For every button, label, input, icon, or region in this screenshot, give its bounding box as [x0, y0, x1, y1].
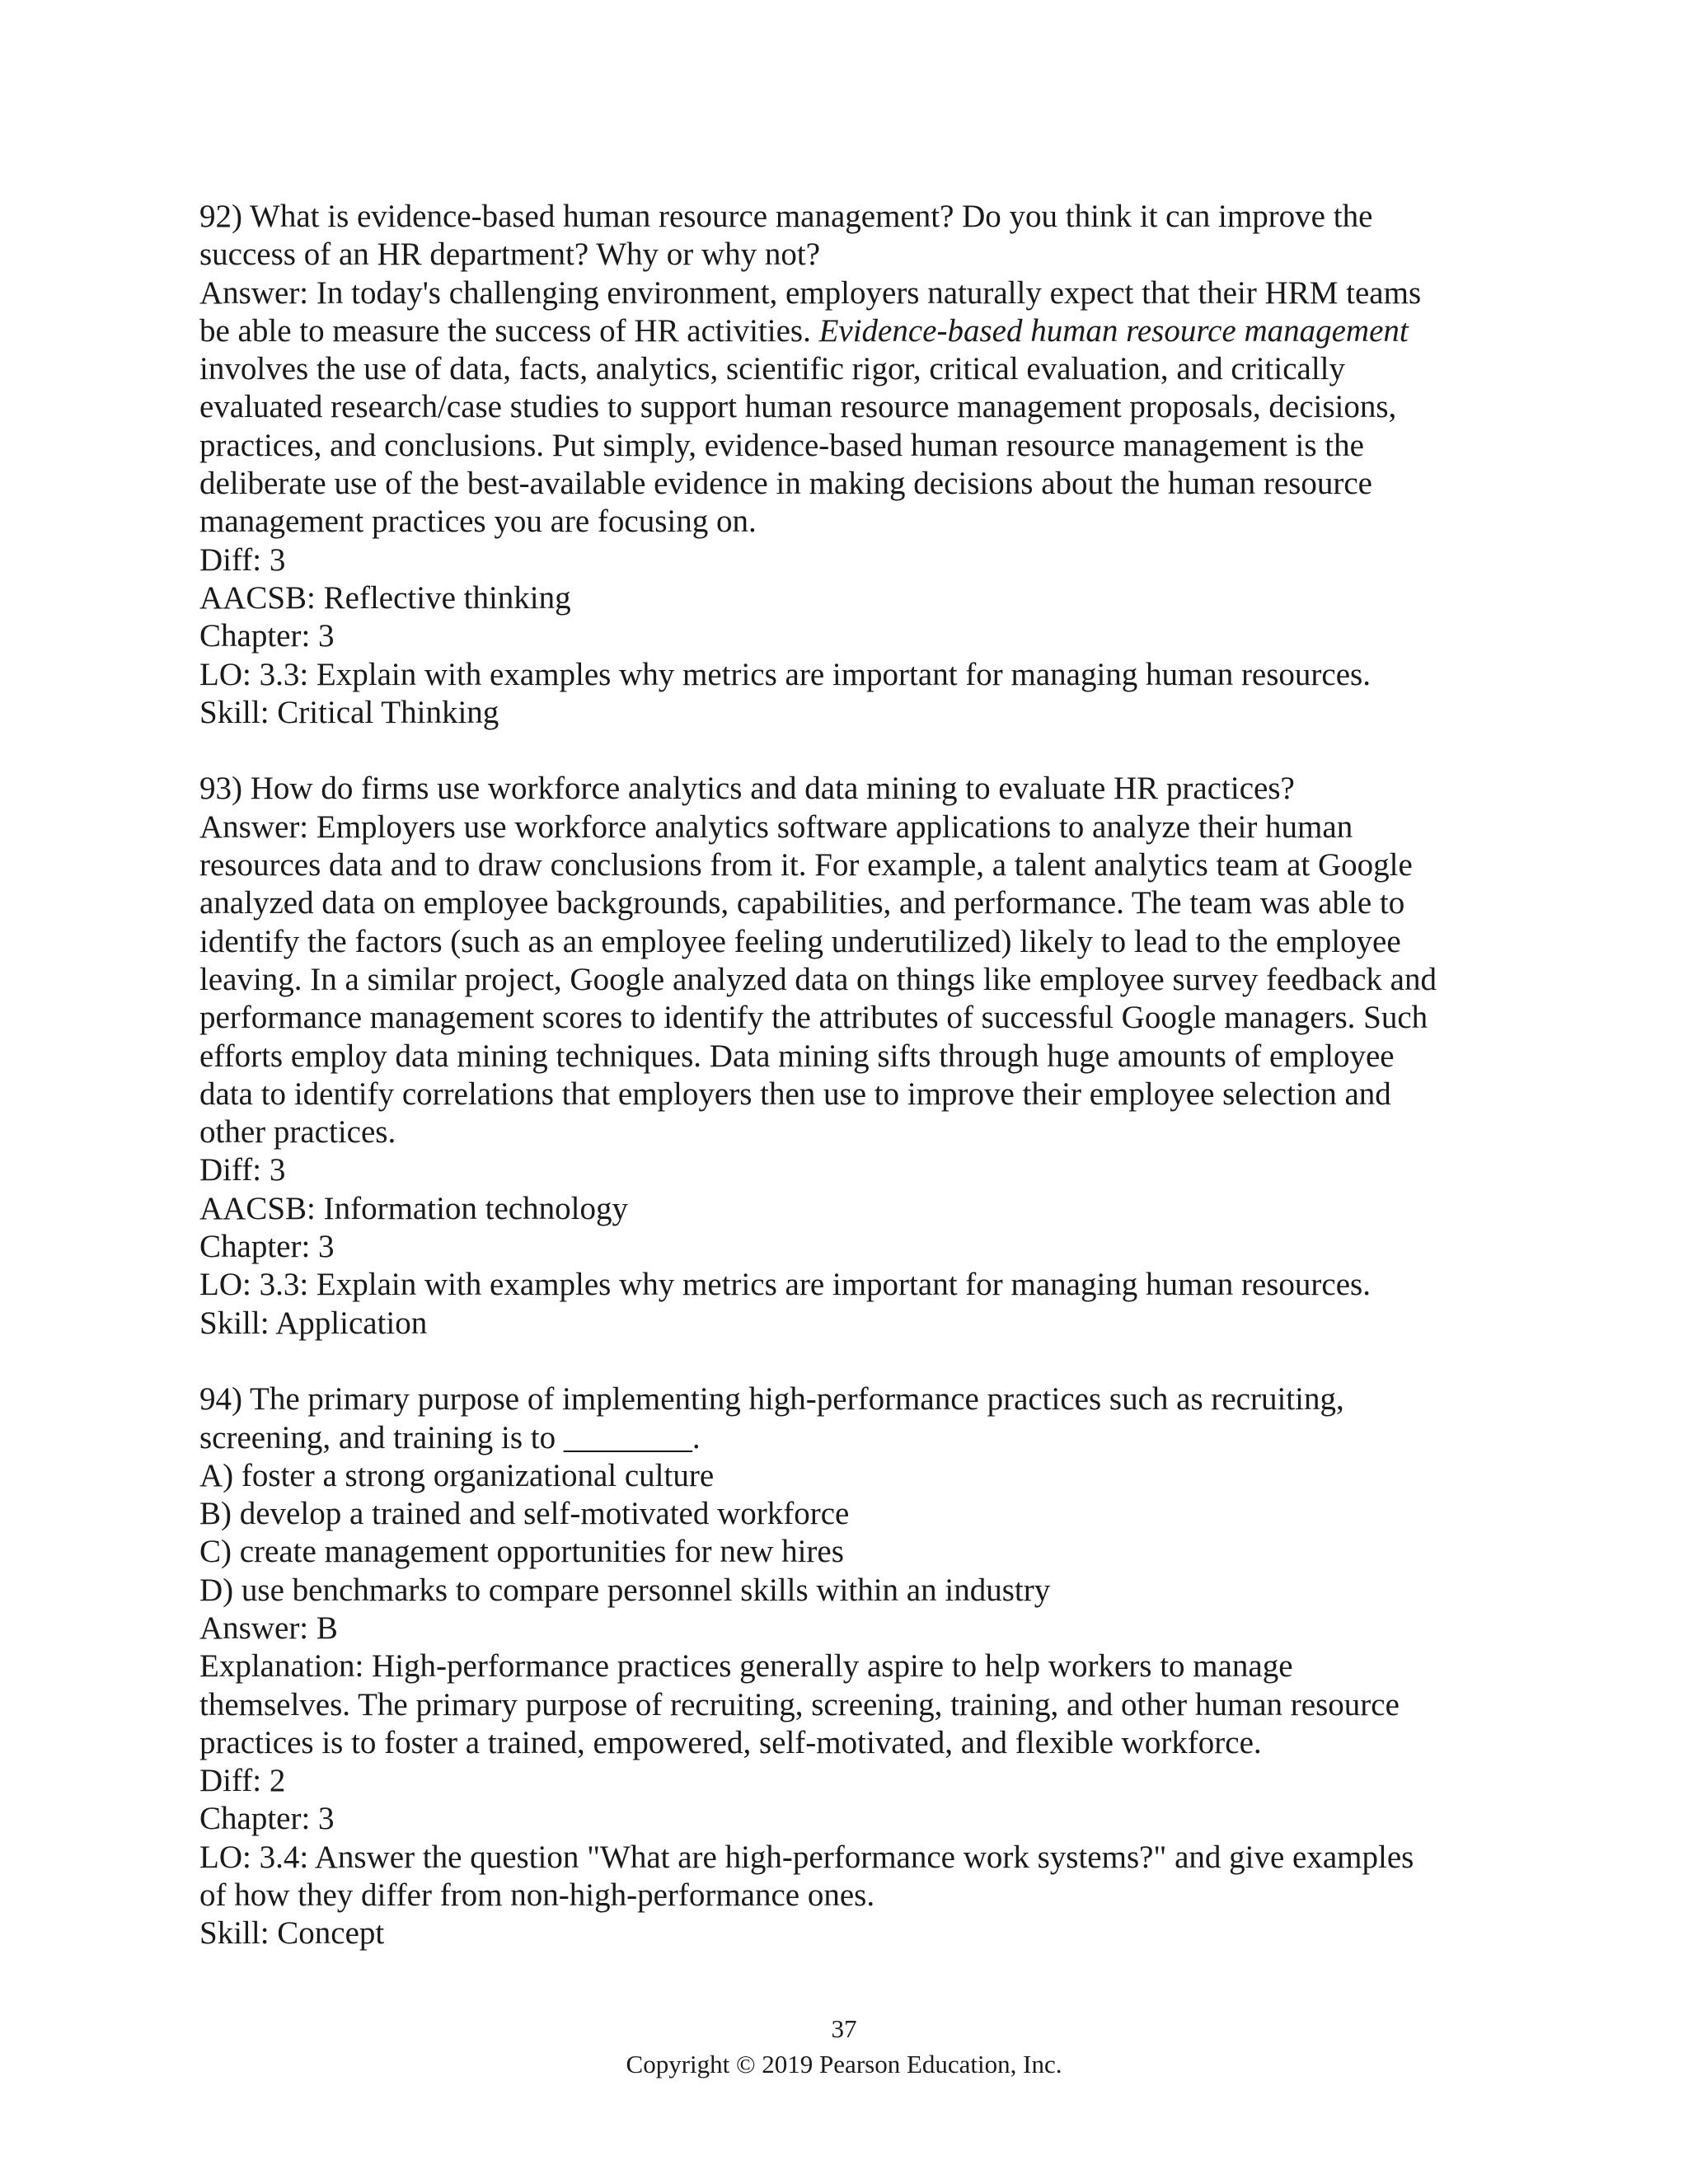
difficulty: Diff: 3	[199, 541, 286, 578]
italic-term: Evidence-based human resource management	[818, 312, 1409, 349]
option-b: B) develop a trained and self-motivated workforce	[199, 1496, 850, 1532]
question-text: 92) What is evidence-based human resource management? Do you think it can improve the	[199, 199, 1373, 234]
question-block-92	[199, 198, 1502, 732]
difficulty: Diff: 2	[199, 1763, 286, 1799]
answer-text: data to identify correlations that employers then use to improve their employee selection and	[199, 1076, 1391, 1112]
skill: Skill: Critical Thinking	[199, 694, 499, 730]
chapter: Chapter: 3	[199, 1801, 335, 1837]
chapter: Chapter: 3	[199, 618, 335, 654]
question-block-94	[199, 1380, 1502, 1952]
answer-text: resources data and to draw conclusions from it. For example, a talent analytics team at Google	[199, 847, 1413, 883]
spacer	[199, 732, 1502, 770]
answer-text: deliberate use of the best-available evidence in making decisions about the human resource	[199, 466, 1372, 502]
chapter: Chapter: 3	[199, 1229, 335, 1265]
explanation-text: themselves. The primary purpose of recruiting, screening, training, and other human resource	[199, 1686, 1400, 1722]
answer-text: practices, and conclusions. Put simply, evidence-based human resource management is the	[199, 427, 1364, 463]
answer-text: other practices.	[199, 1114, 396, 1151]
question-text: success of an HR department? Why or why not?	[199, 237, 821, 273]
answer-text: analyzed data on employee backgrounds, capabilities, and performance. The team was able to	[199, 885, 1405, 921]
answer-text: leaving. In a similar project, Google analyzed data on things like employee survey feedback and	[199, 961, 1437, 997]
learning-objective: LO: 3.3: Explain with examples why metrics are important for managing human resources.	[199, 1267, 1371, 1303]
answer-text: management practices you are focusing on.	[199, 504, 757, 540]
option-a: A) foster a strong organizational culture	[199, 1457, 715, 1493]
document-body	[199, 198, 1502, 1953]
page-number: 37	[831, 2014, 857, 2043]
question-text: 94) The primary purpose of implementing high-performance practices such as recruiting,	[199, 1381, 1344, 1418]
question-block-93	[199, 770, 1502, 1342]
answer-text: involves the use of data, facts, analytics, scientific rigor, critical evaluation, and critically	[199, 351, 1346, 387]
spacer	[199, 1343, 1502, 1380]
learning-objective: LO: 3.4: Answer the question "What are high-performance work systems?" and give examples	[199, 1839, 1414, 1875]
answer-text: evaluated research/case studies to support human resource management proposals, decisions,	[199, 389, 1397, 425]
answer-text: Answer: In today's challenging environment, employers naturally expect that their HRM teams	[199, 274, 1422, 311]
question-text: 93) How do firms use workforce analytics and data mining to evaluate HR practices?	[199, 771, 1295, 807]
explanation-text: practices is to foster a trained, empowered, self-motivated, and flexible workforce.	[199, 1724, 1262, 1760]
aacsb: AACSB: Reflective thinking	[199, 579, 571, 616]
question-text: screening, and training is to ________.	[199, 1419, 701, 1455]
skill: Skill: Concept	[199, 1915, 385, 1952]
answer-text	[199, 312, 1502, 350]
answer-text-segment: be able to measure the success of HR activities.	[199, 312, 819, 349]
option-c: C) create management opportunities for new hires	[199, 1534, 844, 1570]
answer-text: Answer: Employers use workforce analytics software applications to analyze their human	[199, 808, 1353, 845]
learning-objective: of how they differ from non-high-performance ones.	[199, 1877, 875, 1914]
answer-text: identify the factors (such as an employee feeling underutilized) likely to lead to the employee	[199, 923, 1401, 959]
aacsb: AACSB: Information technology	[199, 1190, 628, 1226]
answer-text: efforts employ data mining techniques. Data mining sifts through huge amounts of employee	[199, 1038, 1395, 1074]
learning-objective: LO: 3.3: Explain with examples why metrics are important for managing human resources.	[199, 656, 1371, 692]
copyright-notice: Copyright © 2019 Pearson Education, Inc.	[626, 2050, 1062, 2079]
answer-text: performance management scores to identify the attributes of successful Google managers. Such	[199, 1000, 1428, 1036]
skill: Skill: Application	[199, 1305, 428, 1341]
answer-key: Answer: B	[199, 1610, 338, 1646]
option-d: D) use benchmarks to compare personnel skills within an industry	[199, 1572, 1051, 1608]
difficulty: Diff: 3	[199, 1152, 286, 1188]
explanation-text: Explanation: High-performance practices generally aspire to help workers to manage	[199, 1648, 1293, 1685]
